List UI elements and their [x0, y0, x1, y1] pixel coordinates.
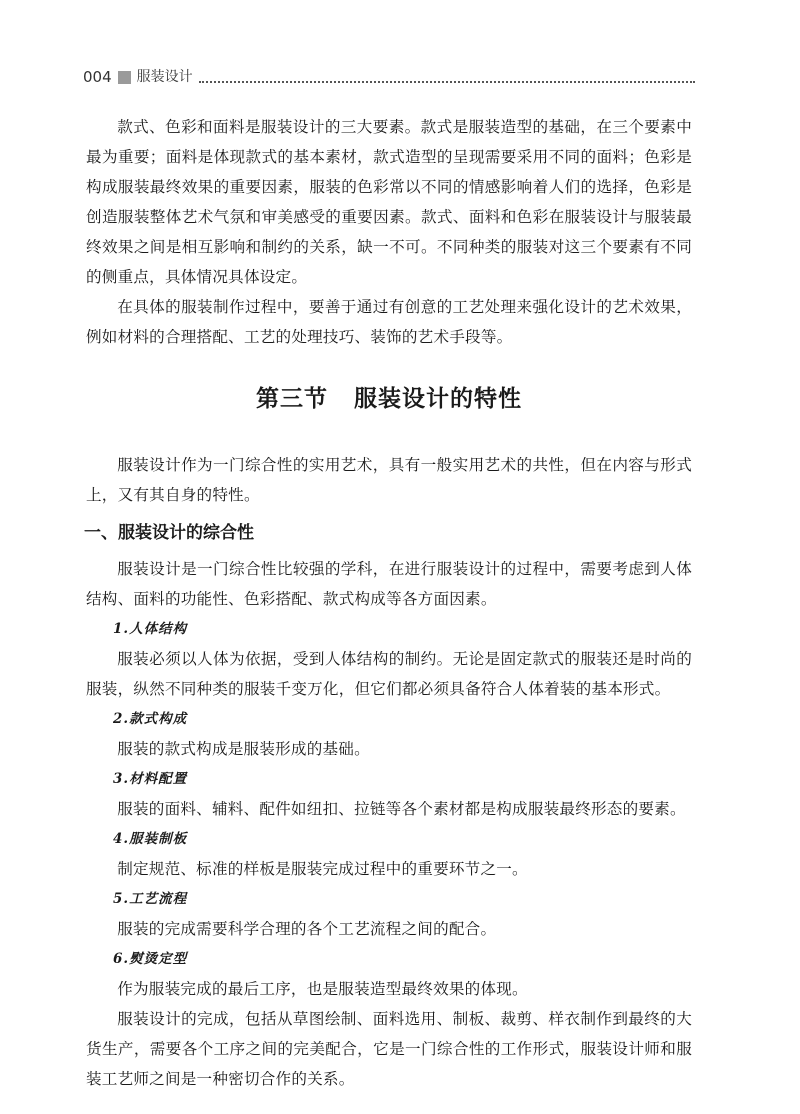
section-number-label: 第三节 [256, 385, 328, 412]
page-number: 004 [83, 68, 112, 86]
item-heading: 5.工艺流程 [113, 891, 188, 907]
section-title [86, 384, 692, 414]
item-heading: 1.人体结构 [113, 621, 188, 637]
item-body: 作为服装完成的最后工序，也是服装造型最终效果的体现。 [117, 980, 528, 998]
item-body: 服装必须以人体为依据，受到人体结构的制约。无论是固定款式的服装还是时尚的服装，纵然不同种类的服装千变万化，但它们都必须具备符合人体着装的基本形式。 [86, 650, 692, 698]
item-body: 服装的面料、辅料、配件如纽扣、拉链等各个素材都是构成服装最终形态的要素。 [117, 800, 686, 818]
item-list [86, 614, 692, 1004]
item-body: 服装的完成需要科学合理的各个工艺流程之间的配合。 [117, 920, 497, 938]
page-body [86, 112, 692, 1094]
list-item [86, 884, 692, 944]
conclusion-paragraph: 服装设计的完成，包括从草图绘制、面料选用、制板、裁剪、样衣制作到最终的大货生产，需要各个工序之间的完美配合，它是一门综合性的工作形式，服装设计师和服装工艺师之间是一种密切合作的关系。 [86, 1010, 692, 1088]
running-title: 服装设计 [136, 69, 193, 85]
section-title-text: 服装设计的特性 [354, 385, 522, 412]
intro-paragraph-2: 在具体的服装制作过程中，要善于通过有创意的工艺处理来强化设计的艺术效果，例如材料的合理搭配、工艺的处理技巧、装饰的艺术手段等。 [86, 298, 692, 346]
list-item [86, 944, 692, 1004]
section-intro-paragraph: 服装设计作为一门综合性的实用艺术，具有一般实用艺术的共性，但在内容与形式上，又有其自身的特性。 [86, 456, 692, 504]
intro-paragraph-1: 款式、色彩和面料是服装设计的三大要素。款式是服装造型的基础，在三个要素中最为重要；面料是体现款式的基本素材，款式造型的呈现需要采用不同的面料；色彩是构成服装最终效果的重要因素，服装的色彩常以不同的情感影响着人们的选择，色彩是创造服装整体艺术气氛和审美感受的重要因素。款式、面料和色彩在服装设计与服装最终效果之间是相互影响和制约的关系，缺一不可。不同种类的服装对这三个要素有不同的侧重点，具体情况具体设定。 [86, 118, 692, 286]
list-item [86, 614, 692, 704]
item-heading: 2.款式构成 [113, 711, 188, 727]
list-item [86, 704, 692, 764]
subsection-title: 一、服装设计的综合性 [84, 523, 254, 543]
item-body: 制定规范、标准的样板是服装完成过程中的重要环节之一。 [117, 860, 528, 878]
subsection-intro-paragraph: 服装设计是一门综合性比较强的学科，在进行服装设计的过程中，需要考虑到人体结构、面料的功能性、色彩搭配、款式构成等各方面因素。 [86, 560, 692, 608]
item-heading: 4.服装制板 [113, 831, 188, 847]
item-heading: 6.熨烫定型 [113, 951, 188, 967]
item-body: 服装的款式构成是服装形成的基础。 [117, 740, 370, 758]
list-item [86, 824, 692, 884]
item-heading: 3.材料配置 [113, 771, 188, 787]
header-square-icon [118, 71, 131, 84]
list-item [86, 764, 692, 824]
header-dotted-leader [199, 81, 695, 83]
running-header [83, 64, 695, 86]
